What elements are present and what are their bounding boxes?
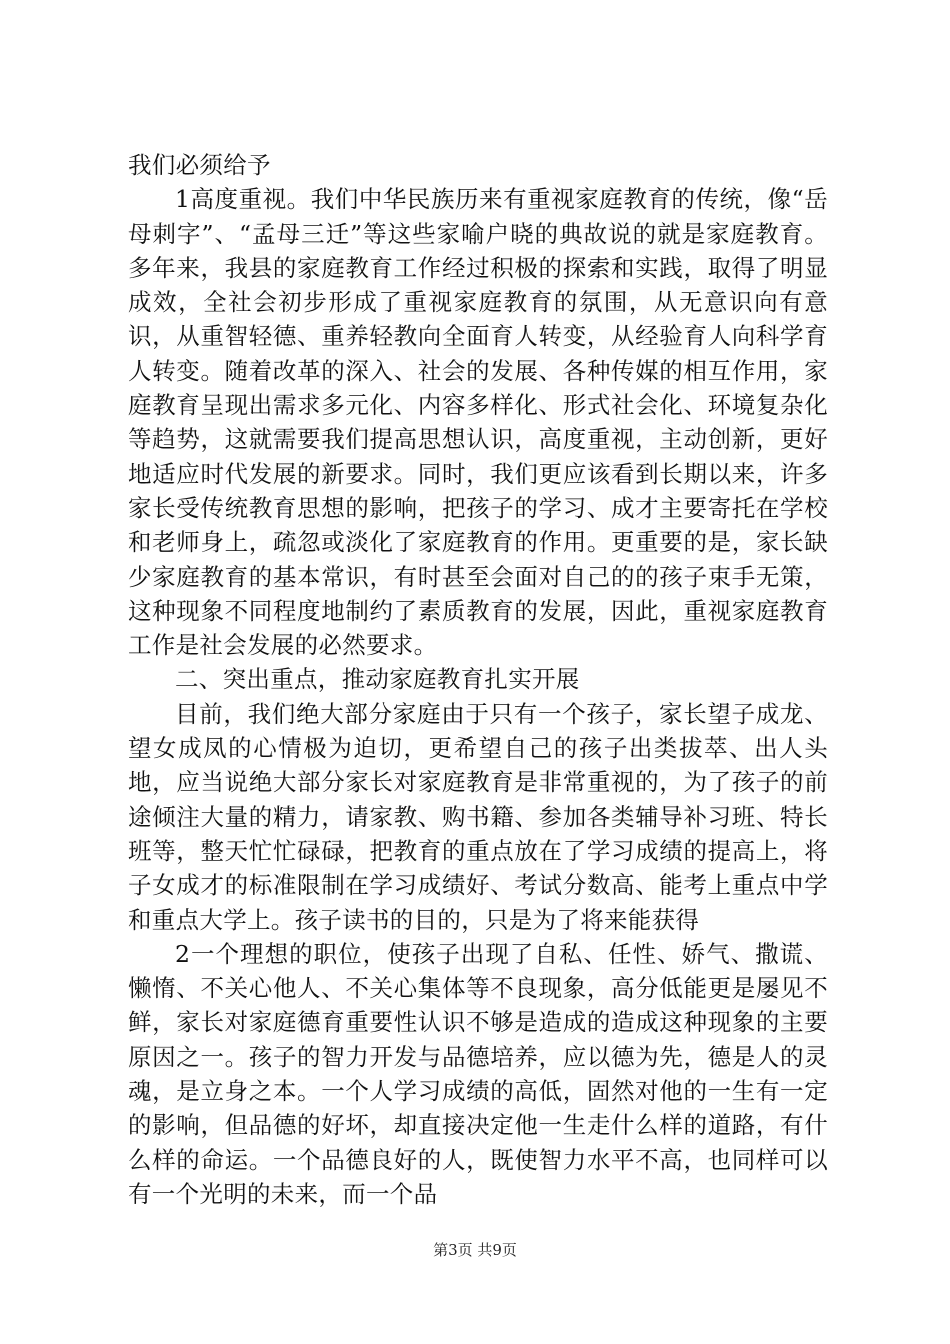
paragraph-3: 目前，我们绝大部分家庭由于只有一个孩子，家长望子成龙、望女成凤的心情极为迫切，更希望自己的孩子出类拔萃、出人头地，应当说绝大部分家长对家庭教育是非常重视的，为了孩子的前途倾注大量的精力，请家教、购书籍、参加各类辅导补习班、特长班等，整天忙忙碌碌，把教育的重点放在了学习成绩的提高上，将子女成才的标准限制在学习成绩好、考试分数高、能考上重点中学和重点大学上。孩子读书的目的，只是为了将来能获得 [128,699,828,934]
page-number-footer: 第3页 共9页 [433,1241,517,1259]
paragraph-1: 我们必须给予 [128,151,271,179]
section-heading: 二、突出重点，推动家庭教育扎实开展 [175,665,580,694]
paragraph-4: 2一个理想的职位，使孩子出现了自私、任性、娇气、撒谎、懒惰、不关心他人、不关心集体等不良现象，高分低能更是屡见不鲜，家长对家庭德育重要性认识不够是造成的造成这种现象的主要原因之一。孩子的智力开发与品德培养，应以德为先，德是人的灵魂，是立身之本。一个人学习成绩的高低，固然对他的一生有一定的影响，但品德的好坏，却直接决定他一生走什么样的道路，有什么样的命运。一个品德良好的人，既使智力水平不高，也同样可以有一个光明的未来，而一个品 [128,939,828,1208]
document-body [128,148,828,1211]
paragraph-2: 1高度重视。我们中华民族历来有重视家庭教育的传统，像“岳母刺字”、“孟母三迁”等这些家喻户晓的典故说的就是家庭教育。多年来，我县的家庭教育工作经过积极的探索和实践，取得了明显成效，全社会初步形成了重视家庭教育的氛围，从无意识向有意识，从重智轻德、重养轻教向全面育人转变，从经验育人向科学育人转变。随着改革的深入、社会的发展、各种传媒的相互作用，家庭教育呈现出需求多元化、内容多样化、形式社会化、环境复杂化等趋势，这就需要我们提高思想认识，高度重视，主动创新，更好地适应时代发展的新要求。同时，我们更应该看到长期以来，许多家长受传统教育思想的影响，把孩子的学习、成才主要寄托在学校和老师身上，疏忽或淡化了家庭教育的作用。更重要的是，家长缺少家庭教育的基本常识，有时甚至会面对自己的的孩子束手无策，这种现象不同程度地制约了素质教育的发展，因此，重视家庭教育工作是社会发展的必然要求。 [128,185,828,660]
